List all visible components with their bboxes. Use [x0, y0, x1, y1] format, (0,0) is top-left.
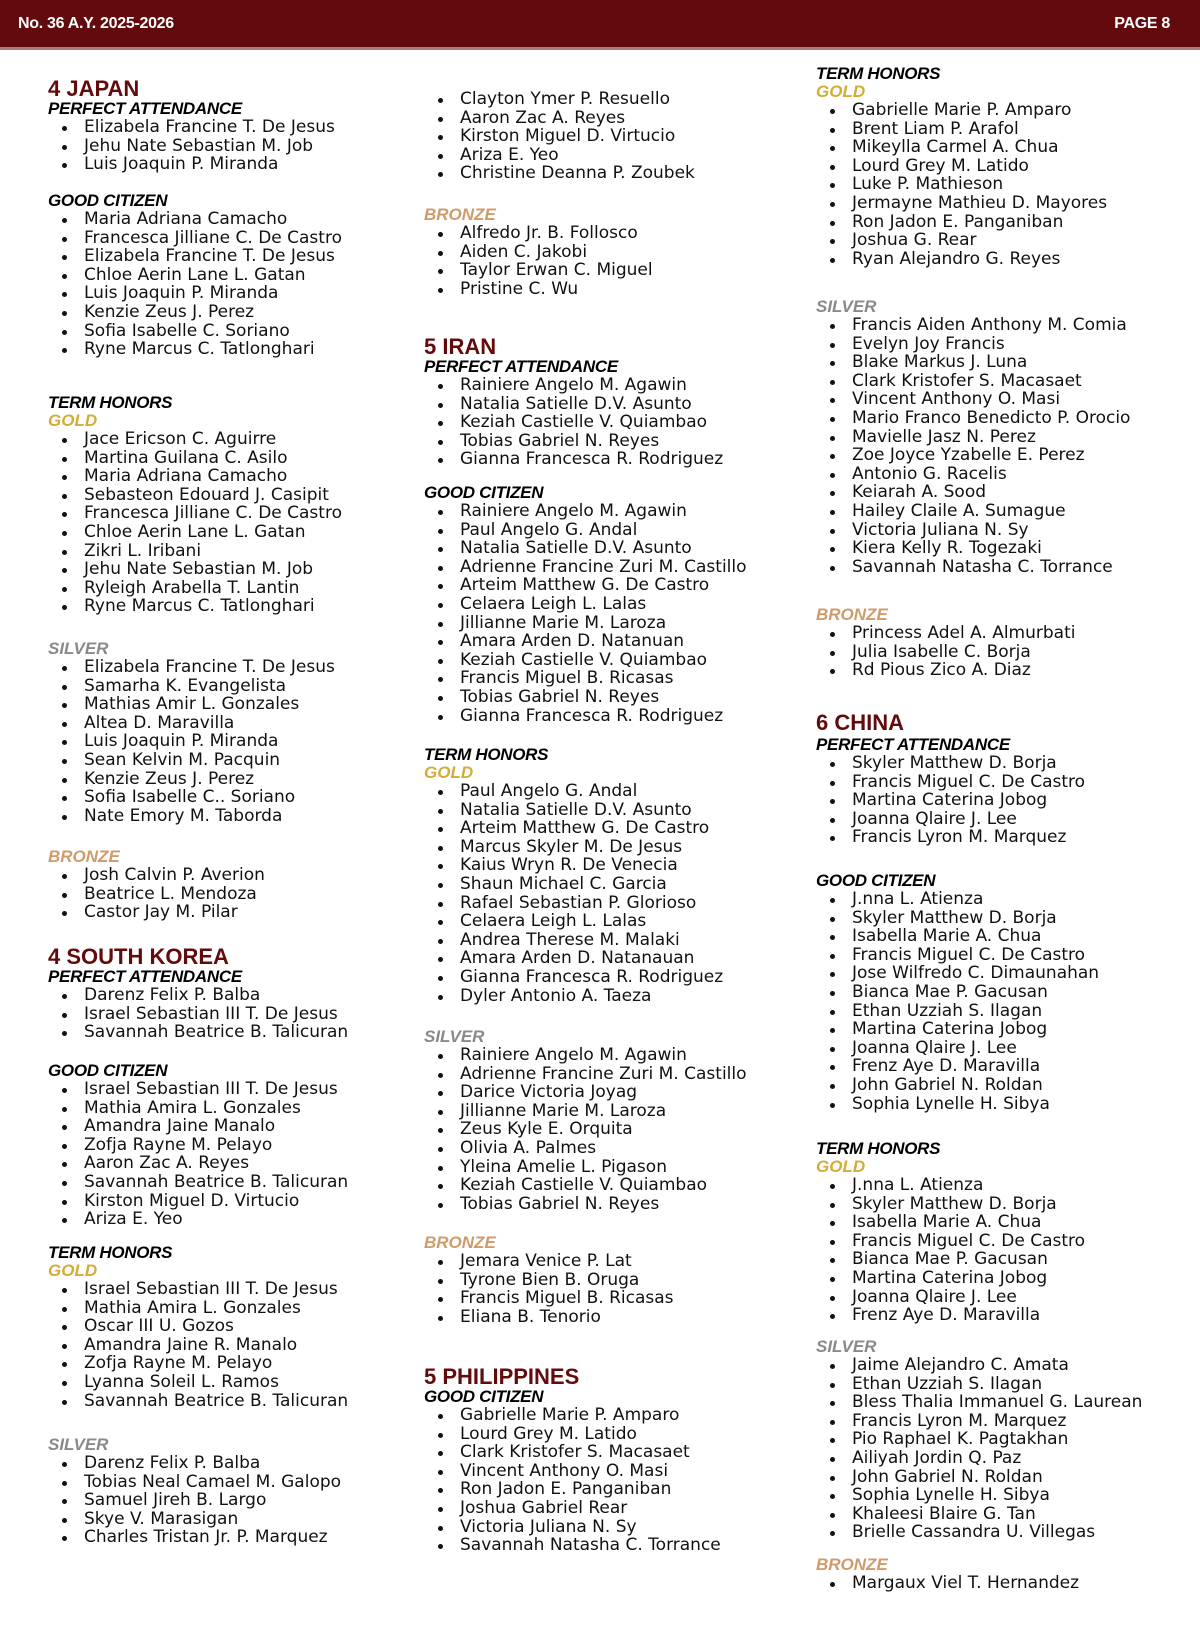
list-item: Victoria Juliana N. Sy	[816, 521, 1130, 540]
list-item: Francis Lyron M. Marquez	[816, 1412, 1142, 1431]
list-item: Martina Caterina Jobog	[816, 1020, 1099, 1039]
list-item: Taylor Erwan C. Miguel	[424, 261, 653, 280]
list-item: Mario Franco Benedicto P. Orocio	[816, 409, 1130, 428]
list-item: Bless Thalia Immanuel G. Laurean	[816, 1393, 1142, 1412]
list-item: Savannah Natasha C. Torrance	[424, 1536, 721, 1555]
tier-silver-label: SILVER	[424, 1027, 485, 1046]
list-item: Pristine C. Wu	[424, 280, 653, 299]
list-item: Maria Adriana Camacho	[48, 210, 342, 229]
honoree-list	[424, 502, 747, 725]
list-item: Adrienne Francine Zuri M. Castillo	[424, 1065, 747, 1084]
list-item: Francis Miguel C. De Castro	[816, 946, 1099, 965]
name-list-block	[48, 1454, 341, 1547]
country-heading: 4 JAPAN	[48, 76, 140, 101]
list-item: Mikeylla Carmel A. Chua	[816, 138, 1107, 157]
list-item: Alfredo Jr. B. Follosco	[424, 224, 653, 243]
list-item: Paul Angelo G. Andal	[424, 521, 747, 540]
list-item: Martina Caterina Jobog	[816, 1269, 1085, 1288]
list-item: Amandra Jaine R. Manalo	[48, 1336, 348, 1355]
country-heading: 4 SOUTH KOREA	[48, 944, 229, 969]
list-item: Nate Emory M. Taborda	[48, 807, 335, 826]
list-item: Paul Angelo G. Andal	[424, 782, 723, 801]
list-item: Margaux Viel T. Hernandez	[816, 1574, 1079, 1593]
list-item: Israel Sebastian III T. De Jesus	[48, 1080, 348, 1099]
category-heading: GOOD CITIZEN	[48, 1061, 168, 1080]
list-item: Gabrielle Marie P. Amparo	[816, 101, 1107, 120]
list-item: Bianca Mae P. Gacusan	[816, 983, 1099, 1002]
list-item: Elizabela Francine T. De Jesus	[48, 118, 335, 137]
honoree-list	[816, 101, 1107, 268]
list-item: Beatrice L. Mendoza	[48, 885, 265, 904]
list-item: Kenzie Zeus J. Perez	[48, 770, 335, 789]
list-item: Natalia Satielle D.V. Asunto	[424, 539, 747, 558]
category-heading: GOOD CITIZEN	[816, 871, 936, 890]
name-list-block	[424, 502, 747, 725]
page-number: PAGE 8	[1114, 15, 1170, 32]
list-item: Aaron Zac A. Reyes	[424, 109, 695, 128]
list-item: Joanna Qlaire J. Lee	[816, 810, 1085, 829]
list-item: Sofia Isabelle C. Soriano	[48, 322, 342, 341]
list-item: Francis Miguel C. De Castro	[816, 1232, 1085, 1251]
list-item: Vincent Anthony O. Masi	[816, 390, 1130, 409]
list-item: Clark Kristofer S. Macasaet	[424, 1443, 721, 1462]
list-item: Rd Pious Zico A. Diaz	[816, 661, 1075, 680]
list-item: Francis Miguel B. Ricasas	[424, 1289, 674, 1308]
list-item: Sophia Lynelle H. Sibya	[816, 1486, 1142, 1505]
list-item: John Gabriel N. Roldan	[816, 1076, 1099, 1095]
list-item: Elizabela Francine T. De Jesus	[48, 247, 342, 266]
list-item: Ailiyah Jordin Q. Paz	[816, 1449, 1142, 1468]
list-item: Jillianne Marie M. Laroza	[424, 614, 747, 633]
name-list-block	[48, 658, 335, 825]
list-item: Luis Joaquin P. Miranda	[48, 284, 342, 303]
name-list-block	[816, 316, 1130, 576]
list-item: Josh Calvin P. Averion	[48, 866, 265, 885]
list-item: Joshua Gabriel Rear	[424, 1499, 721, 1518]
name-list-block	[816, 1176, 1085, 1325]
list-item: Rafael Sebastian P. Glorioso	[424, 894, 723, 913]
tier-gold-label: GOLD	[816, 1157, 866, 1176]
list-item: Arteim Matthew G. De Castro	[424, 819, 723, 838]
list-item: Martina Caterina Jobog	[816, 791, 1085, 810]
honoree-list	[424, 1252, 674, 1326]
list-item: Kirston Miguel D. Virtucio	[48, 1192, 348, 1211]
list-item: Francis Miguel C. De Castro	[816, 773, 1085, 792]
list-item: Samarha K. Evangelista	[48, 677, 335, 696]
honoree-list	[48, 1454, 341, 1547]
name-list-block	[424, 1046, 747, 1213]
list-item: Zoe Joyce Yzabelle E. Perez	[816, 446, 1130, 465]
list-item: Israel Sebastian III T. De Jesus	[48, 1280, 348, 1299]
honoree-list	[424, 782, 723, 1005]
list-item: Eliana B. Tenorio	[424, 1308, 674, 1327]
list-item: Tobias Gabriel N. Reyes	[424, 688, 747, 707]
name-list-block	[816, 624, 1075, 680]
list-item: Amandra Jaine Manalo	[48, 1117, 348, 1136]
list-item: Savannah Beatrice B. Talicuran	[48, 1392, 348, 1411]
list-item: Andrea Therese M. Malaki	[424, 931, 723, 950]
list-item: Olivia A. Palmes	[424, 1139, 747, 1158]
list-item: Aaron Zac A. Reyes	[48, 1154, 348, 1173]
name-list-block	[424, 376, 723, 469]
list-item: Ethan Uzziah S. Ilagan	[816, 1002, 1099, 1021]
list-item: Rainiere Angelo M. Agawin	[424, 376, 723, 395]
honoree-list	[816, 1574, 1079, 1593]
list-item: Francesca Jilliane C. De Castro	[48, 504, 342, 523]
list-item: Gianna Francesca R. Rodriguez	[424, 450, 723, 469]
name-list-block	[48, 118, 335, 174]
list-item: Aiden C. Jakobi	[424, 243, 653, 262]
list-item: Ron Jadon E. Panganiban	[424, 1480, 721, 1499]
list-item: Savannah Natasha C. Torrance	[816, 558, 1130, 577]
list-item: Darenz Felix P. Balba	[48, 986, 348, 1005]
honoree-list	[424, 90, 695, 183]
name-list-block	[816, 754, 1085, 847]
honoree-list	[816, 624, 1075, 680]
list-item: Arteim Matthew G. De Castro	[424, 576, 747, 595]
name-list-block	[816, 1574, 1079, 1593]
list-item: Altea D. Maravilla	[48, 714, 335, 733]
list-item: Celaera Leigh L. Lalas	[424, 595, 747, 614]
honoree-list	[816, 316, 1130, 576]
country-heading: 6 CHINA	[816, 710, 905, 735]
list-item: Pio Raphael K. Pagtakhan	[816, 1430, 1142, 1449]
category-heading: TERM HONORS	[816, 1139, 941, 1158]
list-item: Francis Lyron M. Marquez	[816, 828, 1085, 847]
honoree-list	[424, 1046, 747, 1213]
list-item: Ariza E. Yeo	[48, 1210, 348, 1229]
honoree-list	[48, 866, 265, 922]
category-heading: PERFECT ATTENDANCE	[48, 99, 242, 118]
list-item: Jermayne Mathieu D. Mayores	[816, 194, 1107, 213]
list-item: Khaleesi Blaire G. Tan	[816, 1505, 1142, 1524]
tier-silver-label: SILVER	[816, 297, 877, 316]
honoree-list	[48, 430, 342, 616]
honoree-list	[48, 1080, 348, 1229]
category-heading: GOOD CITIZEN	[424, 483, 544, 502]
tier-gold-label: GOLD	[424, 763, 474, 782]
tier-bronze-label: BRONZE	[816, 1555, 888, 1574]
list-item: Francis Miguel B. Ricasas	[424, 669, 747, 688]
list-item: Elizabela Francine T. De Jesus	[48, 658, 335, 677]
list-item: Princess Adel A. Almurbati	[816, 624, 1075, 643]
list-item: Ethan Uzziah S. Ilagan	[816, 1375, 1142, 1394]
list-item: Gianna Francesca R. Rodriguez	[424, 968, 723, 987]
list-item: Skye V. Marasigan	[48, 1510, 341, 1529]
list-item: Celaera Leigh L. Lalas	[424, 912, 723, 931]
name-list-block	[816, 1356, 1142, 1542]
list-item: Oscar III U. Gozos	[48, 1317, 348, 1336]
list-item: Castor Jay M. Pilar	[48, 903, 265, 922]
list-item: Brent Liam P. Arafol	[816, 120, 1107, 139]
country-heading: 5 PHILIPPINES	[424, 1364, 580, 1389]
honoree-list	[816, 890, 1099, 1113]
list-item: Jose Wilfredo C. Dimaunahan	[816, 964, 1099, 983]
honoree-list	[424, 376, 723, 469]
list-item: Ryan Alejandro G. Reyes	[816, 250, 1107, 269]
honoree-list	[48, 658, 335, 825]
list-item: Ryleigh Arabella T. Lantin	[48, 579, 342, 598]
tier-gold-label: GOLD	[48, 411, 98, 430]
list-item: Mathia Amira L. Gonzales	[48, 1099, 348, 1118]
category-heading: TERM HONORS	[424, 745, 549, 764]
list-item: Jace Ericson C. Aguirre	[48, 430, 342, 449]
list-item: Francis Aiden Anthony M. Comia	[816, 316, 1130, 335]
list-item: Francesca Jilliane C. De Castro	[48, 229, 342, 248]
list-item: Marcus Skyler M. De Jesus	[424, 838, 723, 857]
list-item: Keiarah A. Sood	[816, 483, 1130, 502]
list-item: Martina Guilana C. Asilo	[48, 449, 342, 468]
list-item: Darenz Felix P. Balba	[48, 1454, 341, 1473]
list-item: Ron Jadon E. Panganiban	[816, 213, 1107, 232]
list-item: Skyler Matthew D. Borja	[816, 1195, 1085, 1214]
list-item: Mathias Amir L. Gonzales	[48, 695, 335, 714]
name-list-block	[48, 986, 348, 1042]
list-item: Jaime Alejandro C. Amata	[816, 1356, 1142, 1375]
tier-bronze-label: BRONZE	[424, 1233, 496, 1252]
list-item: Clark Kristofer S. Macasaet	[816, 372, 1130, 391]
list-item: Skyler Matthew D. Borja	[816, 909, 1099, 928]
column-left	[48, 0, 408, 1650]
list-item: Samuel Jireh B. Largo	[48, 1491, 341, 1510]
list-item: Jillianne Marie M. Laroza	[424, 1102, 747, 1121]
list-item: Isabella Marie A. Chua	[816, 1213, 1085, 1232]
list-item: Bianca Mae P. Gacusan	[816, 1250, 1085, 1269]
list-item: Tobias Neal Camael M. Galopo	[48, 1473, 341, 1492]
honoree-list	[424, 1406, 721, 1555]
list-item: Amara Arden D. Natanauan	[424, 949, 723, 968]
list-item: Mavielle Jasz N. Perez	[816, 428, 1130, 447]
list-item: Isabella Marie A. Chua	[816, 927, 1099, 946]
list-item: Natalia Satielle D.V. Asunto	[424, 801, 723, 820]
list-item: Jehu Nate Sebastian M. Job	[48, 560, 342, 579]
list-item: Keziah Castielle V. Quiambao	[424, 1176, 747, 1195]
category-heading: GOOD CITIZEN	[424, 1387, 544, 1406]
name-list-block	[48, 1280, 348, 1410]
name-list-block	[48, 1080, 348, 1229]
tier-bronze-label: BRONZE	[424, 205, 496, 224]
list-item: Joshua G. Rear	[816, 231, 1107, 250]
list-item: Luis Joaquin P. Miranda	[48, 732, 335, 751]
name-list-block	[48, 210, 342, 359]
list-item: Ryne Marcus C. Tatlonghari	[48, 340, 342, 359]
honoree-list	[816, 754, 1085, 847]
tier-bronze-label: BRONZE	[48, 847, 120, 866]
honoree-list	[48, 118, 335, 174]
list-item: Savannah Beatrice B. Talicuran	[48, 1023, 348, 1042]
list-item: Joanna Qlaire J. Lee	[816, 1039, 1099, 1058]
list-item: Luis Joaquin P. Miranda	[48, 155, 335, 174]
list-item: Jemara Venice P. Lat	[424, 1252, 674, 1271]
list-item: Lourd Grey M. Latido	[424, 1425, 721, 1444]
list-item: Ryne Marcus C. Tatlonghari	[48, 597, 342, 616]
name-list-block	[48, 430, 342, 616]
name-list-block	[424, 1406, 721, 1555]
list-item: Zeus Kyle E. Orquita	[424, 1120, 747, 1139]
list-item: Chloe Aerin Lane L. Gatan	[48, 523, 342, 542]
list-item: Gabrielle Marie P. Amparo	[424, 1406, 721, 1425]
list-item: Zikri L. Iribani	[48, 542, 342, 561]
tier-silver-label: SILVER	[816, 1337, 877, 1356]
list-item: Vincent Anthony O. Masi	[424, 1462, 721, 1481]
list-item: Tobias Gabriel N. Reyes	[424, 432, 723, 451]
list-item: Adrienne Francine Zuri M. Castillo	[424, 558, 747, 577]
category-heading: PERFECT ATTENDANCE	[48, 967, 242, 986]
list-item: Blake Markus J. Luna	[816, 353, 1130, 372]
list-item: Frenz Aye D. Maravilla	[816, 1306, 1085, 1325]
list-item: Lyanna Soleil L. Ramos	[48, 1373, 348, 1392]
name-list-block	[424, 90, 695, 183]
list-item: Keziah Castielle V. Quiambao	[424, 413, 723, 432]
tier-gold-label: GOLD	[816, 82, 866, 101]
tier-silver-label: SILVER	[48, 1435, 109, 1454]
list-item: Brielle Cassandra U. Villegas	[816, 1523, 1142, 1542]
category-heading: GOOD CITIZEN	[48, 191, 168, 210]
list-item: Amara Arden D. Natanuan	[424, 632, 747, 651]
list-item: Natalia Satielle D.V. Asunto	[424, 395, 723, 414]
name-list-block	[424, 782, 723, 1005]
list-item: John Gabriel N. Roldan	[816, 1468, 1142, 1487]
category-heading: TERM HONORS	[48, 393, 173, 412]
list-item: Ariza E. Yeo	[424, 146, 695, 165]
list-item: Clayton Ymer P. Resuello	[424, 90, 695, 109]
name-list-block	[816, 890, 1099, 1113]
name-list-block	[816, 101, 1107, 268]
list-item: Lourd Grey M. Latido	[816, 157, 1107, 176]
name-list-block	[424, 224, 653, 298]
category-heading: PERFECT ATTENDANCE	[816, 735, 1010, 754]
list-item: Kaius Wryn R. De Venecia	[424, 856, 723, 875]
list-item: Kirston Miguel D. Virtucio	[424, 127, 695, 146]
category-heading: TERM HONORS	[816, 64, 941, 83]
list-item: Maria Adriana Camacho	[48, 467, 342, 486]
list-item: Antonio G. Racelis	[816, 465, 1130, 484]
category-heading: PERFECT ATTENDANCE	[424, 357, 618, 376]
list-item: Gianna Francesca R. Rodriguez	[424, 707, 747, 726]
list-item: Rainiere Angelo M. Agawin	[424, 502, 747, 521]
column-right	[816, 0, 1196, 1650]
list-item: Luke P. Mathieson	[816, 175, 1107, 194]
list-item: Charles Tristan Jr. P. Marquez	[48, 1528, 341, 1547]
list-item: Dyler Antonio A. Taeza	[424, 987, 723, 1006]
country-heading: 5 IRAN	[424, 334, 497, 359]
list-item: Evelyn Joy Francis	[816, 335, 1130, 354]
list-item: J.nna L. Atienza	[816, 1176, 1085, 1195]
list-item: Tobias Gabriel N. Reyes	[424, 1195, 747, 1214]
honoree-list	[48, 210, 342, 359]
list-item: Hailey Claile A. Sumague	[816, 502, 1130, 521]
list-item: Keziah Castielle V. Quiambao	[424, 651, 747, 670]
list-item: Tyrone Bien B. Oruga	[424, 1271, 674, 1290]
list-item: Sofia Isabelle C.. Soriano	[48, 788, 335, 807]
list-item: Israel Sebastian III T. De Jesus	[48, 1005, 348, 1024]
list-item: Shaun Michael C. Garcia	[424, 875, 723, 894]
list-item: Joanna Qlaire J. Lee	[816, 1288, 1085, 1307]
list-item: Kenzie Zeus J. Perez	[48, 303, 342, 322]
category-heading: TERM HONORS	[48, 1243, 173, 1262]
honoree-list	[816, 1176, 1085, 1325]
list-item: Zofja Rayne M. Pelayo	[48, 1354, 348, 1373]
list-item: Skyler Matthew D. Borja	[816, 754, 1085, 773]
tier-bronze-label: BRONZE	[816, 605, 888, 624]
list-item: Yleina Amelie L. Pigason	[424, 1158, 747, 1177]
list-item: Sebasteon Edouard J. Casipit	[48, 486, 342, 505]
tier-silver-label: SILVER	[48, 639, 109, 658]
name-list-block	[424, 1252, 674, 1326]
issue-number: No. 36 A.Y. 2025-2026	[18, 15, 174, 32]
honoree-list	[816, 1356, 1142, 1542]
list-item: Rainiere Angelo M. Agawin	[424, 1046, 747, 1065]
list-item: Sophia Lynelle H. Sibya	[816, 1095, 1099, 1114]
tier-gold-label: GOLD	[48, 1261, 98, 1280]
list-item: Mathia Amira L. Gonzales	[48, 1299, 348, 1318]
list-item: Victoria Juliana N. Sy	[424, 1518, 721, 1537]
list-item: Christine Deanna P. Zoubek	[424, 164, 695, 183]
list-item: Julia Isabelle C. Borja	[816, 643, 1075, 662]
honoree-list	[48, 1280, 348, 1410]
honoree-list	[48, 986, 348, 1042]
list-item: J.nna L. Atienza	[816, 890, 1099, 909]
list-item: Zofja Rayne M. Pelayo	[48, 1136, 348, 1155]
list-item: Chloe Aerin Lane L. Gatan	[48, 266, 342, 285]
list-item: Kiera Kelly R. Togezaki	[816, 539, 1130, 558]
name-list-block	[48, 866, 265, 922]
list-item: Sean Kelvin M. Pacquin	[48, 751, 335, 770]
list-item: Jehu Nate Sebastian M. Job	[48, 137, 335, 156]
list-item: Savannah Beatrice B. Talicuran	[48, 1173, 348, 1192]
list-item: Darice Victoria Joyag	[424, 1083, 747, 1102]
honoree-list	[424, 224, 653, 298]
column-middle	[424, 0, 796, 1650]
list-item: Frenz Aye D. Maravilla	[816, 1057, 1099, 1076]
